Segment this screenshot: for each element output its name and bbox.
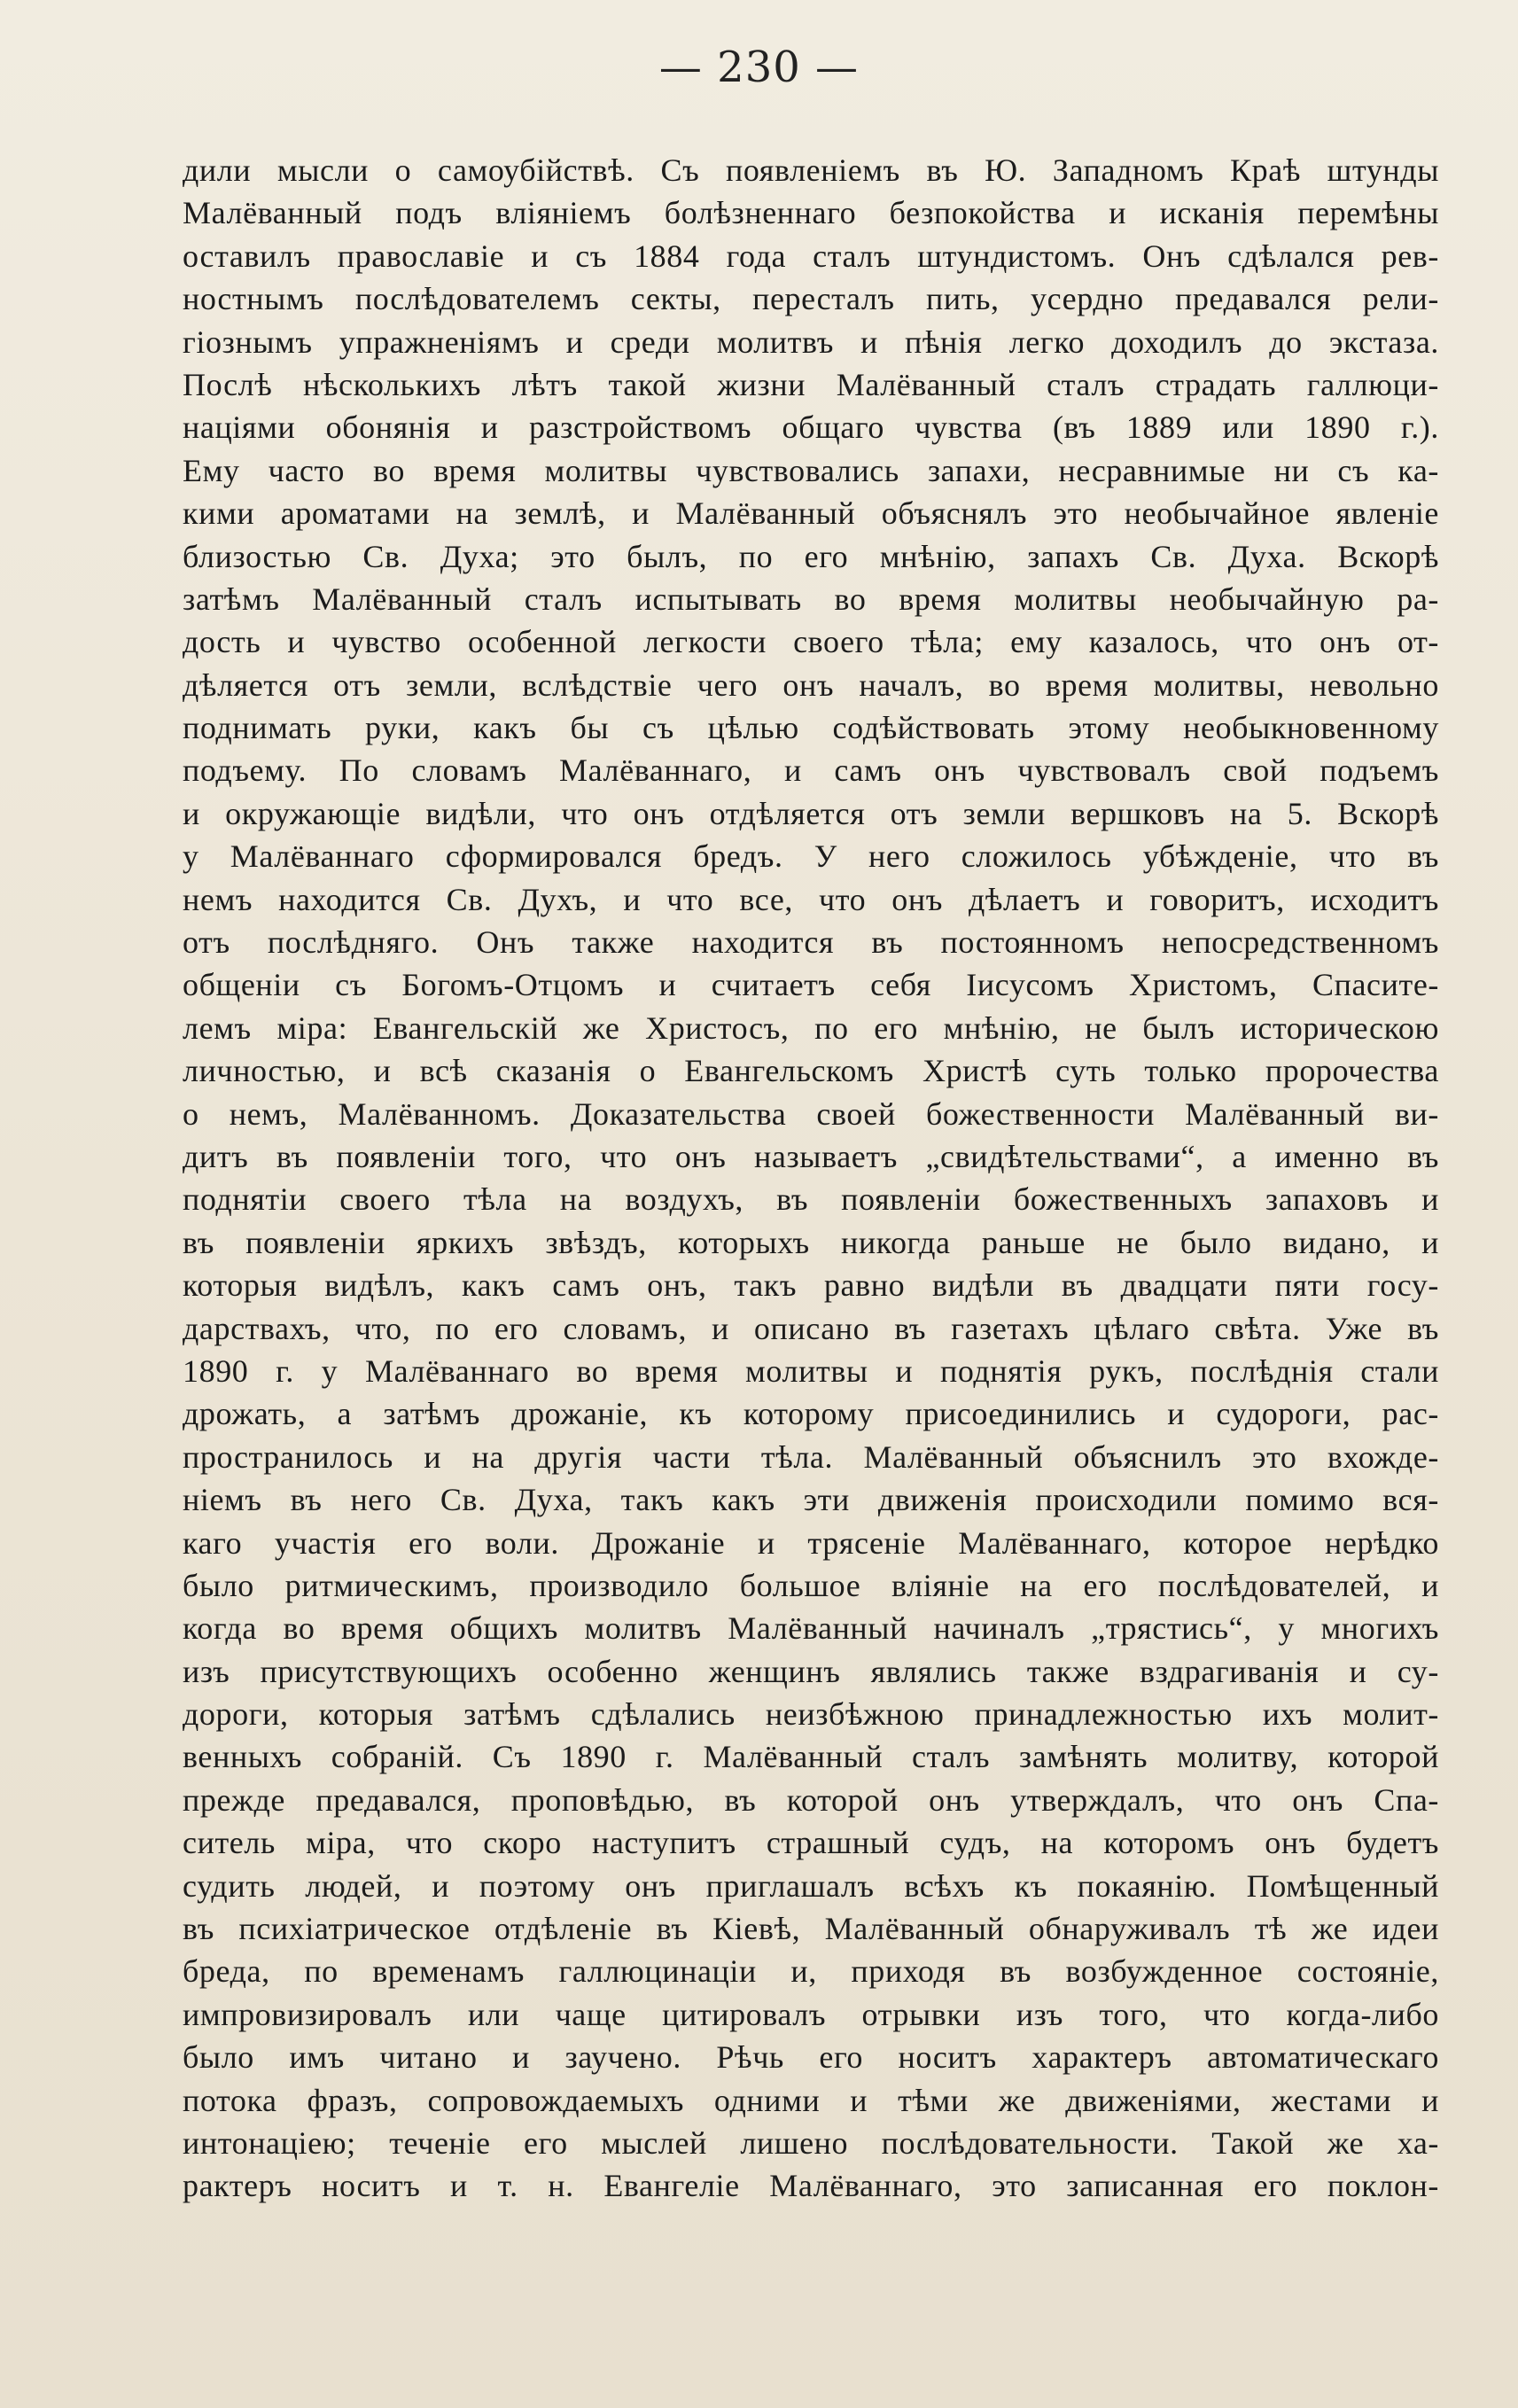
- text-line: рактеръ носитъ и т. н. Евангеліе Малёваннаго, это записанная его поклон-: [183, 2168, 1439, 2204]
- text-line: затѣмъ Малёванный сталъ испытывать во время молитвы необычайную ра-: [183, 581, 1439, 617]
- text-line: интонаціею; теченіе его мыслей лишено послѣдовательности. Такой же ха-: [183, 2124, 1439, 2161]
- text-line: у Малёваннаго сформировался бредъ. У него сложилось убѣжденіе, что въ: [183, 838, 1439, 875]
- text-line: дитъ въ появленіи того, что онъ называетъ „свидѣтельствами“, а именно въ: [183, 1138, 1439, 1174]
- text-line: личностью, и всѣ сказанія о Евангельскомъ Христѣ суть только пророчества: [183, 1053, 1439, 1089]
- text-line: потока фразъ, сопровождаемыхъ одними и тѣми же движеніями, жестами и: [183, 2082, 1439, 2118]
- text-line: близостью Св. Духа; это былъ, по его мнѣнію, запахъ Св. Духа. Вскорѣ: [183, 538, 1439, 574]
- text-line: общеніи съ Богомъ-Отцомъ и считаетъ себя Іисусомъ Христомъ, Спасите-: [183, 967, 1439, 1003]
- text-line: судить людей, и поэтому онъ приглашалъ всѣхъ къ покаянію. Помѣщенный: [183, 1867, 1439, 1904]
- text-line: оставилъ православіе и съ 1884 года сталъ штундистомъ. Онъ сдѣлался рев-: [183, 238, 1439, 274]
- text-line: подъему. По словамъ Малёваннаго, и самъ онъ чувствовалъ свой подъемъ: [183, 752, 1439, 789]
- text-line: было ритмическимъ, производило большое вліяніе на его послѣдователей, и: [183, 1567, 1439, 1603]
- text-line: лемъ міра: Евангельскій же Христосъ, по его мнѣнію, не былъ историческою: [183, 1009, 1439, 1046]
- text-line: бреда, по временамъ галлюцинаціи и, приходя въ возбужденное состояніе,: [183, 1953, 1439, 1990]
- text-line: когда во время общихъ молитвъ Малёванный начиналъ „трястись“, у многихъ: [183, 1610, 1439, 1647]
- text-line: немъ находится Св. Духъ, и что все, что онъ дѣлаетъ и говоритъ, исходитъ: [183, 881, 1439, 917]
- text-line: дѣляется отъ земли, вслѣдствіе чего онъ началъ, во время молитвы, невольно: [183, 666, 1439, 703]
- text-line: въ появленіи яркихъ звѣздъ, которыхъ никогда раньше не было видано, и: [183, 1224, 1439, 1260]
- text-line: Послѣ нѣсколькихъ лѣтъ такой жизни Малёванный сталъ страдать галлюци-: [183, 366, 1439, 402]
- text-line: націями обонянія и разстройствомъ общаго чувства (въ 1889 или 1890 г.).: [183, 409, 1439, 446]
- text-line: Ему часто во время молитвы чувствовались запахи, несравнимые ни съ ка-: [183, 452, 1439, 488]
- text-line: 1890 г. у Малёваннаго во время молитвы и поднятія рукъ, послѣднія стали: [183, 1352, 1439, 1389]
- text-line: было имъ читано и заучено. Рѣчь его носитъ характеръ автоматическаго: [183, 2039, 1439, 2076]
- text-line: отъ послѣдняго. Онъ также находится въ постоянномъ непосредственномъ: [183, 924, 1439, 961]
- text-line: пространилось и на другія части тѣла. Малёванный объяснилъ это вхожде-: [183, 1438, 1439, 1475]
- text-line: дороги, которыя затѣмъ сдѣлались неизбѣжною принадлежностью ихъ молит-: [183, 1696, 1439, 1733]
- text-line: о немъ, Малёванномъ. Доказательства своей божественности Малёванный ви-: [183, 1095, 1439, 1132]
- text-line: венныхъ собраній. Съ 1890 г. Малёванный сталъ замѣнять молитву, которой: [183, 1739, 1439, 1775]
- text-line: каго участія его воли. Дрожаніе и трясеніе Малёваннаго, которое нерѣдко: [183, 1524, 1439, 1561]
- text-line: гіознымъ упражненіямъ и среди молитвъ и пѣнія легко доходилъ до экстаза.: [183, 323, 1439, 360]
- text-line: и окружающіе видѣли, что онъ отдѣляется отъ земли вершковъ на 5. Вскорѣ: [183, 795, 1439, 831]
- text-line: ніемъ въ него Св. Духа, такъ какъ эти движенія происходили помимо вся-: [183, 1482, 1439, 1518]
- text-line: дость и чувство особенной легкости своего тѣла; ему казалось, что онъ от-: [183, 624, 1439, 660]
- text-line: прежде предавался, проповѣдью, въ которой онъ утверждалъ, что онъ Спа-: [183, 1781, 1439, 1818]
- text-line: въ психіатрическое отдѣленіе въ Кіевѣ, Малёванный обнаруживалъ тѣ же идеи: [183, 1911, 1439, 1947]
- text-line: дили мысли о самоубійствѣ. Съ появленіемъ въ Ю. Западномъ Краѣ штунды: [183, 152, 1439, 188]
- text-line: кими ароматами на землѣ, и Малёванный объяснялъ это необычайное явленіе: [183, 495, 1439, 532]
- text-line: дарствахъ, что, по его словамъ, и описано въ газетахъ цѣлаго свѣта. Уже въ: [183, 1310, 1439, 1346]
- text-line: поднятіи своего тѣла на воздухъ, въ появленіи божественныхъ запаховъ и: [183, 1181, 1439, 1218]
- text-line: дрожать, а затѣмъ дрожаніе, къ которому присоединились и судороги, рас-: [183, 1396, 1439, 1432]
- page-number: — 230 —: [658, 43, 860, 92]
- text-line: ситель міра, что скоро наступитъ страшный судъ, на которомъ онъ будетъ: [183, 1825, 1439, 1861]
- body-text: [183, 149, 1439, 2208]
- text-line: Малёванный подъ вліяніемъ болѣзненнаго безпокойства и исканія перемѣны: [183, 195, 1439, 231]
- text-line: ностнымъ послѣдователемъ секты, пересталъ пить, усердно предавался рели-: [183, 281, 1439, 317]
- text-line: которыя видѣлъ, какъ самъ онъ, такъ равно видѣли въ двадцати пяти госу-: [183, 1267, 1439, 1304]
- text-line: поднимать руки, какъ бы съ цѣлью содѣйствовать этому необыкновенному: [183, 710, 1439, 746]
- text-line: импровизировалъ или чаще цитировалъ отрывки изъ того, что когда-либо: [183, 1996, 1439, 2032]
- text-line: изъ присутствующихъ особенно женщинъ являлись также вздрагиванія и су-: [183, 1653, 1439, 1689]
